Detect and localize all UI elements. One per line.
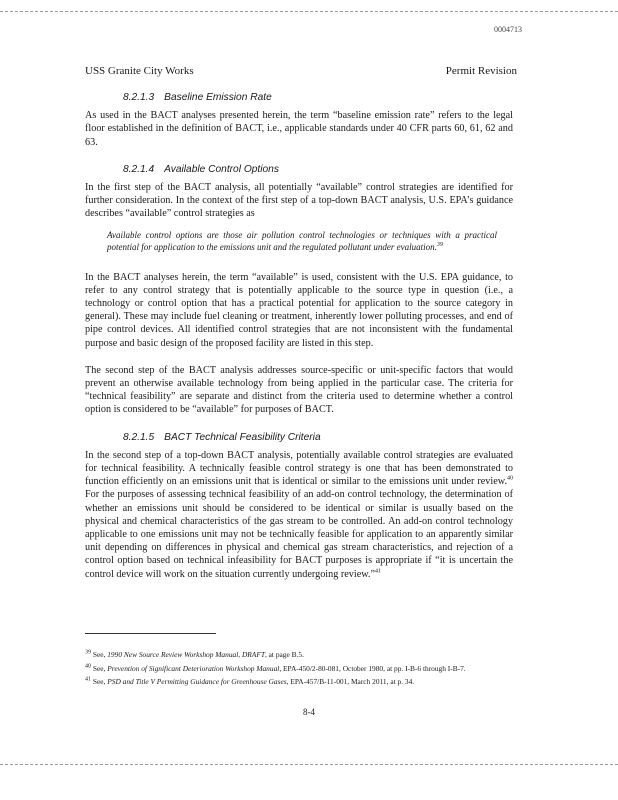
- footnote-separator: [85, 633, 216, 634]
- paragraph-baseline-definition: As used in the BACT analyses presented herein, the term “baseline emission rate” refers to the legal floor established in the definition of BACT, i.e., applicable standards under 40 CFR parts 60, 61, 62 and 63.: [85, 110, 513, 148]
- footnote-prefix: See,: [92, 650, 108, 659]
- footnote-mark: 40: [85, 663, 91, 670]
- scan-edge-top: [0, 11, 618, 12]
- footnote-title: PSD and Title V Permitting Guidance for Greenhouse Gases: [107, 677, 287, 687]
- footnote-title: Prevention of Significant Deterioration Workshop Manual: [107, 663, 280, 673]
- header-facility-name: USS Granite City Works: [85, 65, 194, 77]
- section-title: Available Control Options: [164, 163, 279, 175]
- footnotes: [85, 650, 513, 691]
- footnote-ref: 39: [436, 241, 443, 248]
- footnote-suffix: , EPA-450/2-80-081, October 1980, at pp. I-B-6 through I-B-7.: [279, 663, 466, 673]
- section-heading-baseline: [123, 91, 513, 104]
- footnote-prefix: See,: [92, 663, 108, 673]
- document-body: [85, 91, 513, 595]
- section-title: Baseline Emission Rate: [164, 92, 272, 103]
- footnote-ref: 40: [507, 475, 513, 482]
- paragraph-available-usage: In the BACT analyses herein, the term “available” is used, consistent with the U.S. EPA guidance, to refer to any control strategy that is potentially applicable to the source type in question (i.e., a technology or control option that has a practical potential for application to the source category in general). These may include fuel cleaning or treatment, inherently lower polluting processes, and end of pipe control devices. All identified control strategies that are not inconsistent with the fundamental purpose and basic design of the proposed facility are listed in this step.: [85, 271, 513, 349]
- footnote-mark: 41: [85, 676, 91, 683]
- header-document-type: Permit Revision: [445, 65, 517, 77]
- paragraph-available-intro: In the first step of the BACT analysis, all potentially “available” control strategies are identified for further consideration. In the context of the first step of a top-down BACT analysis, U.S. EPA’s guidance describes “available” control strategies as: [85, 182, 513, 220]
- section-number: 8.2.1.5: [123, 431, 155, 443]
- paragraph-text: In the second step of a top-down BACT analysis, potentially available control strategies are evaluated for technical feasibility. A technically feasible control strategy is one that has been demonstrated to function efficiently on an emissions unit that is identical or similar to the emissions unit under review.: [85, 449, 513, 488]
- section-number: 8.2.1.4: [123, 163, 155, 175]
- page-number: 8-4: [303, 707, 315, 717]
- section-heading-available-options: [123, 163, 513, 176]
- footnote-mark: 39: [85, 649, 91, 656]
- section-number: 8.2.1.3: [123, 92, 155, 103]
- footnote: [85, 664, 513, 674]
- paragraph-second-step: The second step of the BACT analysis addresses source-specific or unit-specific factors that would prevent an otherwise available technology from being applied in the particular case. The criteria for “technical feasibility” are separate and distinct from the criteria used to determine whether a control option is considered to be “available” for purposes of BACT.: [85, 364, 513, 416]
- footnote-suffix: , EPA-457/B-11-001, March 2011, at p. 34.: [286, 677, 415, 687]
- footnote-prefix: See,: [92, 677, 108, 687]
- footnote-ref: 41: [374, 568, 381, 575]
- section-heading-technical-feasibility: [123, 431, 513, 444]
- paragraph-text: For the purposes of assessing technical feasibility of an add-on control technology, the determination of whether an emissions unit should be considered to be identical or similar is usually based on the physical and chemical characteristics of the gas stream to be controlled. An add-on control technology applicable to one emissions unit may not be technically feasible for application to an apparently similar unit depending on differences in physical and chemical gas stream characteristics, and rejection of a control option based on technical infeasibility for BACT purposes is appropriate if “it is uncertain the control device will work on the situation currently undergoing review.”: [85, 489, 513, 580]
- footnote-title: 1990 New Source Review Workshop Manual, DRAFT: [107, 650, 265, 659]
- scan-edge-bottom: [0, 764, 618, 765]
- section-title: BACT Technical Feasibility Criteria: [164, 431, 321, 443]
- footnote: [85, 677, 513, 687]
- footnote: [85, 650, 513, 660]
- footnote-suffix: , at page B.5.: [264, 650, 304, 659]
- page-id: 0004713: [494, 25, 522, 34]
- paragraph-technical-feasibility: [85, 449, 513, 581]
- block-quote: [107, 229, 497, 253]
- quote-text: Available control options are those air pollution control technologies or techniques with a practical potential for application to the emissions unit and the regulated pollutant under evaluation.: [107, 229, 497, 252]
